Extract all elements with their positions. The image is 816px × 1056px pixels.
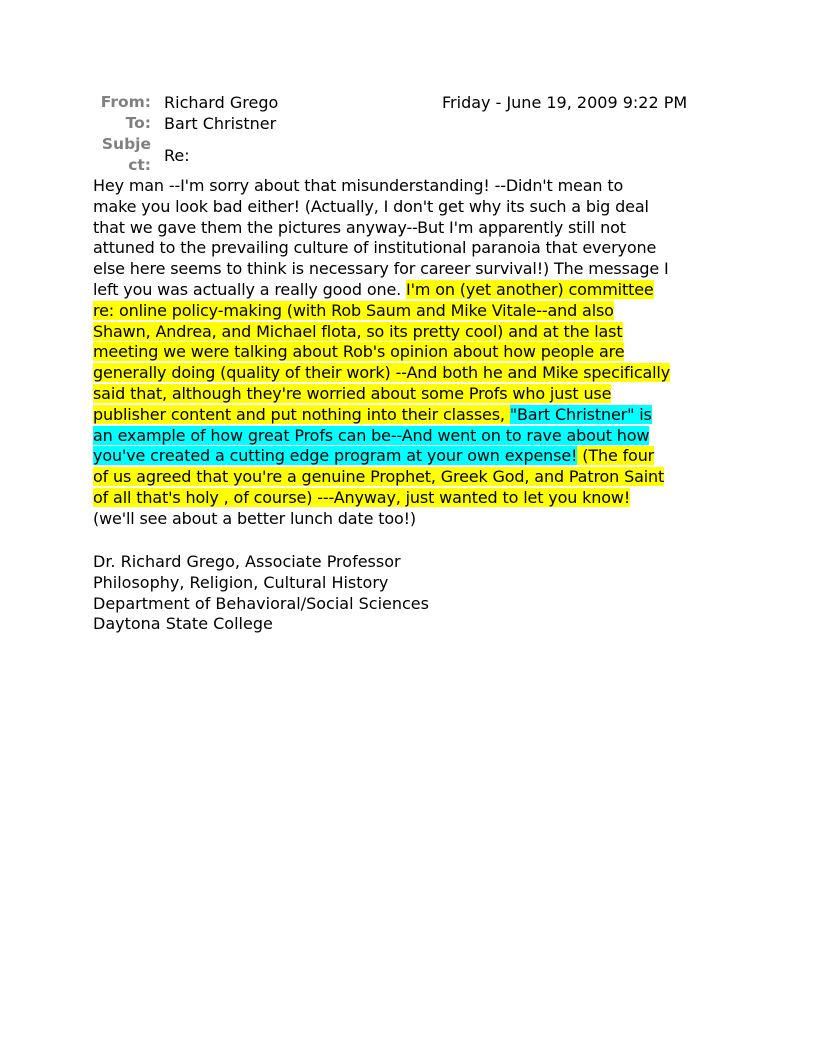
sent-date: Friday - June 19, 2009 9:22 PM bbox=[442, 93, 688, 112]
signature-name-title: Dr. Richard Grego, Associate Professor bbox=[93, 552, 401, 571]
from-label: From: bbox=[100, 93, 151, 111]
recipient-name: Bart Christner bbox=[164, 114, 277, 133]
signature-department: Department of Behavioral/Social Sciences bbox=[93, 593, 429, 613]
body-highlight-cyan: "Bart Christner" is an example of how great Profs can be--And went on to rave about how you've created a cutting edge program at your own expense! bbox=[93, 404, 652, 466]
body-highlight-yellow-1: I'm on (yet another) committee re: online policy-making (with Rob Saum and Mike Vitale--and also Shawn, Andrea, and Michael flota, so its pretty cool) and at the last meeting we were talking about Rob's opinion about how people are generally doing (quality of their work) --And both he and Mike specifically said that, although they're worried about some Profs who just use publisher content and put nothing into their classes, bbox=[93, 279, 671, 424]
subject-label bbox=[93, 134, 151, 176]
message-body bbox=[93, 176, 671, 530]
subject-label-line2: ct: bbox=[128, 156, 151, 174]
subject-label-line1: Subje bbox=[101, 135, 151, 153]
body-plain-outro: (we'll see about a better lunch date too!) bbox=[93, 508, 416, 528]
to-label: To: bbox=[125, 114, 151, 132]
signature-fields: Philosophy, Religion, Cultural History bbox=[93, 572, 389, 592]
body-highlight-yellow-2: (The four of us agreed that you're a genuine Prophet, Greek God, and Patron Saint of all that's holy , of course) ---Anyway, just wanted to let you know! bbox=[93, 446, 665, 507]
subject-value: Re: bbox=[164, 146, 190, 165]
body-plain-intro: Hey man --I'm sorry about that misunderstanding! --Didn't mean to make you look bad either! (Actually, I don't get why its such a big deal that we gave them the pictures anyway--But I'm apparently still not attuned to the prevailing culture of institutional paranoia that everyone else here seems to think is necessary for career survival!) The message I left you was actually a really good one. bbox=[93, 176, 669, 299]
sender-name: Richard Grego bbox=[164, 93, 279, 112]
signature-block bbox=[93, 552, 429, 635]
signature-college: Daytona State College bbox=[93, 614, 273, 634]
